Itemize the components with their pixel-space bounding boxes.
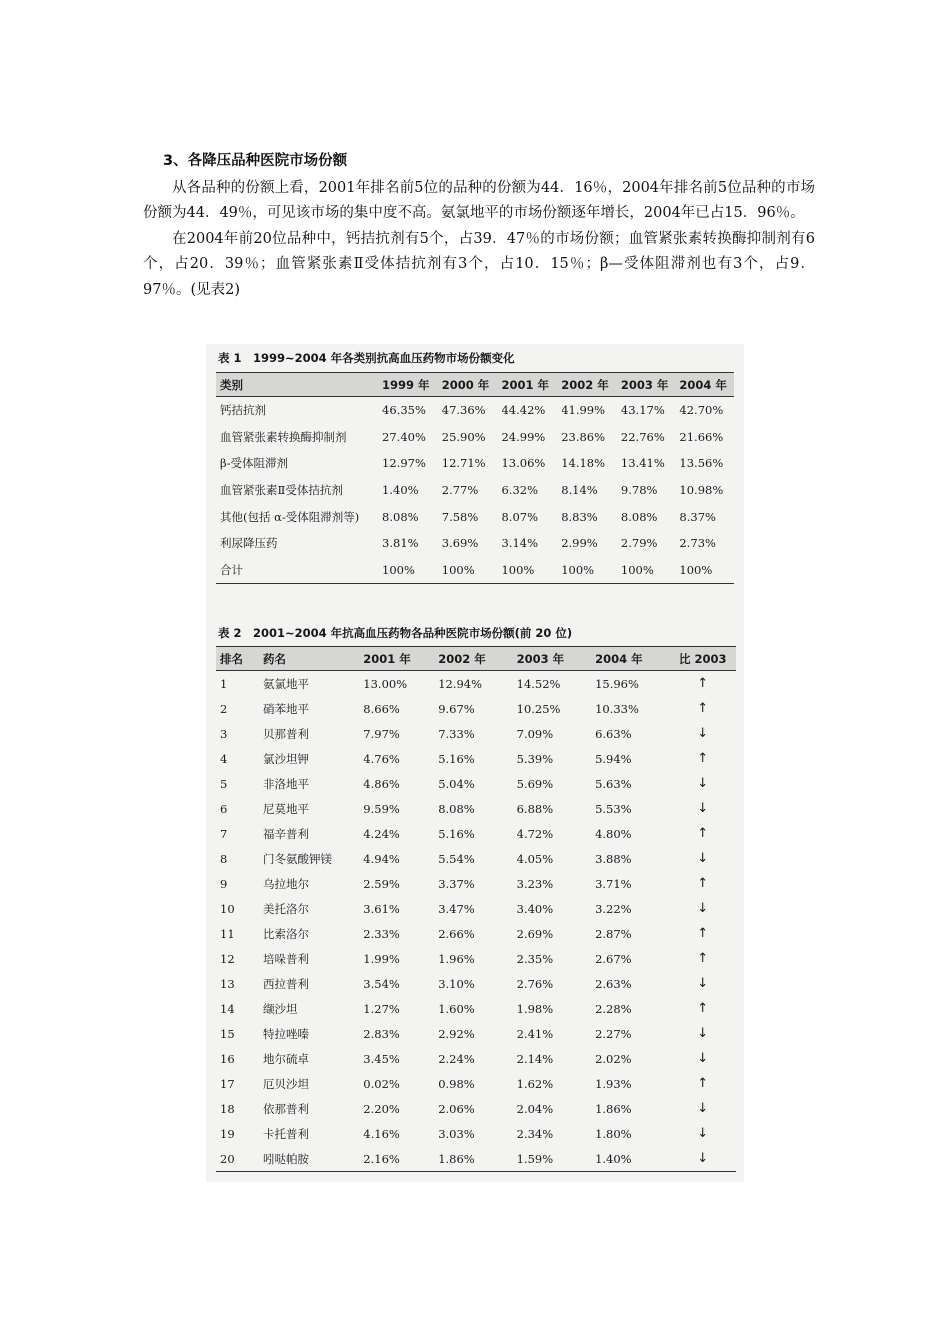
table-row: [216, 946, 736, 971]
table-cell: 2.67%: [595, 951, 632, 966]
table-row: [216, 971, 736, 996]
table-cell: 2.59%: [363, 876, 400, 891]
table-row: [216, 1046, 736, 1071]
table-cell: 9.67%: [438, 701, 475, 716]
table-cell: 7.09%: [516, 726, 554, 741]
table1-category-share: [216, 372, 734, 584]
table-cell: 12.94%: [438, 676, 483, 691]
table-cell: 2.87%: [595, 926, 632, 941]
table-cell: 西拉普利: [263, 976, 309, 991]
table-cell: 8.83%: [561, 509, 598, 524]
trend-arrow-icon: ↑: [697, 926, 709, 941]
scanned-tables-image: [206, 344, 744, 1182]
table-cell: 46.35%: [382, 403, 426, 418]
table-cell: 5.39%: [516, 751, 554, 766]
table-cell: 12.71%: [441, 456, 486, 471]
table-row: [216, 871, 736, 896]
table-row: [216, 846, 736, 871]
trend-arrow-icon: ↓: [697, 776, 709, 791]
table-cell: 4.24%: [363, 826, 400, 841]
table-row: [216, 503, 734, 530]
trend-arrow-icon: ↓: [697, 901, 709, 916]
table-cell: 2.63%: [595, 976, 632, 991]
table-row: [216, 771, 736, 796]
table-cell: 2.04%: [516, 1101, 554, 1116]
table-cell: 6: [220, 801, 228, 816]
table-cell: 2.28%: [595, 1001, 632, 1016]
table2-header-cell: 2002 年: [434, 647, 512, 671]
table-cell: 特拉唑嗪: [263, 1026, 309, 1041]
trend-arrow-icon: ↓: [697, 976, 709, 991]
table-cell: 25.90%: [441, 429, 486, 444]
table-cell: 12: [220, 951, 235, 966]
table-cell: 8.66%: [363, 701, 400, 716]
table-cell: 47.36%: [441, 403, 486, 418]
table-cell: 23.86%: [561, 429, 606, 444]
table-cell: 1: [220, 676, 228, 691]
table-cell: 18: [220, 1101, 235, 1116]
table2-header-cell: 排名: [216, 647, 259, 671]
table1-header-cell: 2001 年: [497, 373, 557, 397]
table-cell: 3.54%: [363, 976, 400, 991]
table-cell: 2.16%: [359, 1146, 434, 1172]
table-cell: 卡托普利: [263, 1126, 309, 1141]
trend-arrow-icon: ↓: [697, 1126, 709, 1141]
table-cell: 8.08%: [382, 509, 419, 524]
table-cell: 100%: [675, 557, 734, 584]
table-cell: 比索洛尔: [263, 926, 309, 941]
table-cell: 3.03%: [438, 1126, 475, 1141]
table-cell: 4.94%: [363, 851, 400, 866]
table-cell: 3.23%: [516, 876, 554, 891]
table-cell: 硝苯地平: [263, 701, 309, 716]
table-cell: 利尿降压药: [220, 536, 278, 551]
table-cell: 3.10%: [438, 976, 475, 991]
table-cell: 3.22%: [595, 901, 632, 916]
table-cell: 3.45%: [363, 1051, 400, 1066]
table-cell: 2.73%: [679, 536, 716, 551]
table-cell: 其他(包括 α-受体阻滞剂等): [220, 509, 360, 524]
table-cell: 4.80%: [595, 826, 632, 841]
table-cell: 13.56%: [679, 456, 724, 471]
table-cell: 门冬氨酸钾镁: [263, 851, 332, 866]
table-cell: 氨氯地平: [263, 676, 309, 691]
table-cell: 1.40%: [591, 1146, 669, 1172]
table-cell: 8.14%: [561, 483, 598, 498]
table-cell: 3.47%: [438, 901, 475, 916]
table-row: [216, 397, 734, 424]
trend-arrow-icon: ↑: [697, 876, 709, 891]
table-cell: 100%: [497, 557, 557, 584]
table-cell: 14.18%: [561, 456, 606, 471]
table-cell: 2.34%: [516, 1126, 554, 1141]
table-cell: 24.99%: [501, 429, 546, 444]
table-cell: 血管紧张素转换酶抑制剂: [220, 429, 347, 444]
table-cell: 尼莫地平: [263, 801, 309, 816]
table-row: [216, 896, 736, 921]
table-cell: 8.08%: [620, 509, 658, 524]
table-cell: 8.08%: [438, 801, 475, 816]
table-cell: 0.98%: [438, 1076, 475, 1091]
table-cell: 1.62%: [516, 1076, 554, 1091]
table-cell: 10.98%: [679, 483, 724, 498]
table-row: [216, 1146, 736, 1172]
table-cell: 5.16%: [438, 826, 475, 841]
table-cell: 10.25%: [516, 701, 561, 716]
table-cell: 3.61%: [363, 901, 400, 916]
table-cell: 氯沙坦钾: [263, 751, 309, 766]
table-row: [216, 530, 734, 557]
table-cell: 7.33%: [438, 726, 475, 741]
table-cell: 2.99%: [561, 536, 598, 551]
trend-arrow-icon: ↓: [697, 1051, 709, 1066]
table-cell: 非洛地平: [263, 776, 309, 791]
table-row: [216, 557, 734, 584]
table2-drug-share: [216, 646, 736, 1172]
table-cell: 4.05%: [516, 851, 554, 866]
table2-header-cell: 2004 年: [591, 647, 669, 671]
table-cell: 2.83%: [363, 1026, 400, 1041]
table-cell: 1.59%: [513, 1146, 591, 1172]
table-cell: 3: [220, 726, 228, 741]
table-cell: 16: [220, 1051, 235, 1066]
table-cell: 5.54%: [438, 851, 475, 866]
trend-arrow-icon: ↓: [697, 726, 709, 741]
table-row: [216, 696, 736, 721]
table-cell: 0.02%: [363, 1076, 400, 1091]
table-cell: 14.52%: [516, 676, 561, 691]
table-cell: 1.93%: [595, 1076, 632, 1091]
table-cell: 2.69%: [516, 926, 554, 941]
table-cell: 10: [220, 901, 235, 916]
table1-header-cell: 类别: [216, 373, 378, 397]
table1-header-cell: 2003 年: [617, 373, 676, 397]
table-cell: 2: [220, 701, 228, 716]
table-cell: 4.16%: [363, 1126, 400, 1141]
table-cell: 5.69%: [516, 776, 554, 791]
table-cell: 依那普利: [263, 1101, 309, 1116]
trend-arrow-icon: ↑: [697, 676, 709, 691]
table-cell: 2.76%: [516, 976, 554, 991]
trend-arrow-icon: ↑: [697, 751, 709, 766]
table-cell: 6.32%: [501, 483, 539, 498]
table1-caption: 表 1 1999~2004 年各类别抗高血压药物市场份额变化: [218, 351, 515, 365]
table-cell: 1.96%: [438, 951, 475, 966]
table-row: [216, 821, 736, 846]
table-cell: 4.72%: [516, 826, 554, 841]
table-row: [216, 921, 736, 946]
table-row: [216, 477, 734, 504]
table-cell: 13.41%: [620, 456, 665, 471]
table-cell: 福辛普利: [263, 826, 309, 841]
table-cell: 43.17%: [620, 403, 665, 418]
table-cell: 3.88%: [595, 851, 632, 866]
table-cell: β-受体阻滞剂: [220, 456, 289, 471]
table-cell: 钙拮抗剂: [220, 403, 266, 418]
table-cell: 4: [220, 751, 228, 766]
table-cell: 7.58%: [441, 509, 479, 524]
table-cell: 13.06%: [501, 456, 546, 471]
table-row: [216, 1071, 736, 1096]
table-cell: 12.97%: [382, 456, 426, 471]
paragraph-1: 从各品种的份额上看，2001年排名前5位的品种的份额为44．16％，2004年排名前5位品种的市场份额为44．49％，可见该市场的集中度不高。氨氯地平的市场份额逐年增长，2004年已占15．96％。: [143, 180, 815, 222]
trend-arrow-icon: ↑: [697, 1001, 709, 1016]
table-row: [216, 1021, 736, 1046]
trend-arrow-icon: ↓: [697, 801, 709, 816]
table-cell: 8: [220, 851, 228, 866]
table-cell: 5.53%: [595, 801, 632, 816]
table-cell: 14: [220, 1001, 235, 1016]
table-cell: 2.92%: [438, 1026, 475, 1041]
table-row: [216, 796, 736, 821]
table-cell: 吲哒帕胺: [259, 1146, 359, 1172]
trend-arrow-icon: ↓: [697, 1101, 709, 1116]
table-cell: 15.96%: [595, 676, 639, 691]
table-cell: 8.07%: [501, 509, 539, 524]
table-cell: 2.14%: [516, 1051, 554, 1066]
table-cell: 2.35%: [516, 951, 554, 966]
table2-caption: 表 2 2001~2004 年抗高血压药物各品种医院市场份额(前 20 位): [218, 626, 573, 640]
table-cell: 9: [220, 876, 228, 891]
trend-arrow-icon: ↓: [670, 1146, 737, 1172]
table-row: [216, 1096, 736, 1121]
table-cell: 5.94%: [595, 751, 632, 766]
table-cell: 17: [220, 1076, 235, 1091]
table-cell: 2.20%: [363, 1101, 400, 1116]
table1-header-cell: 1999 年: [378, 373, 438, 397]
table-cell: 合计: [216, 557, 378, 584]
table-cell: 4.76%: [363, 751, 400, 766]
table-row: [216, 450, 734, 477]
table-cell: 20: [216, 1146, 259, 1172]
table-cell: 1.86%: [595, 1101, 632, 1116]
table-cell: 2.06%: [438, 1101, 475, 1116]
table-cell: 1.86%: [434, 1146, 512, 1172]
table-cell: 100%: [617, 557, 676, 584]
table-cell: 6.63%: [595, 726, 632, 741]
table-cell: 1.80%: [595, 1126, 632, 1141]
table-row: [216, 424, 734, 451]
table-cell: 5.16%: [438, 751, 475, 766]
table-cell: 13: [220, 976, 235, 991]
table-cell: 2.77%: [441, 483, 479, 498]
table-cell: 3.40%: [516, 901, 554, 916]
table-cell: 22.76%: [620, 429, 665, 444]
table-cell: 乌拉地尔: [263, 876, 309, 891]
table-cell: 100%: [438, 557, 498, 584]
table-cell: 9.78%: [620, 483, 658, 498]
table-cell: 3.37%: [438, 876, 475, 891]
table-cell: 13.00%: [363, 676, 408, 691]
table-cell: 3.81%: [382, 536, 419, 551]
table-cell: 1.99%: [363, 951, 400, 966]
table1-header-cell: 2002 年: [557, 373, 617, 397]
table-cell: 7: [220, 826, 228, 841]
table-cell: 缬沙坦: [263, 1001, 298, 1016]
table-cell: 27.40%: [382, 429, 426, 444]
table-cell: 100%: [378, 557, 438, 584]
table-cell: 4.86%: [363, 776, 400, 791]
table-cell: 1.27%: [363, 1001, 400, 1016]
table-cell: 3.71%: [595, 876, 632, 891]
table-cell: 41.99%: [561, 403, 606, 418]
table-cell: 培哚普利: [263, 951, 309, 966]
table-cell: 2.33%: [363, 926, 400, 941]
trend-arrow-icon: ↑: [697, 1076, 709, 1091]
table-cell: 1.40%: [382, 483, 419, 498]
table-cell: 44.42%: [501, 403, 546, 418]
table-cell: 3.69%: [441, 536, 479, 551]
trend-arrow-icon: ↓: [697, 1026, 709, 1041]
table1-header-cell: 2000 年: [438, 373, 498, 397]
table-cell: 9.59%: [363, 801, 400, 816]
table-cell: 美托洛尔: [263, 901, 309, 916]
table-row: [216, 746, 736, 771]
paragraph-2: 在2004年前20位品种中，钙拮抗剂有5个，占39．47％的市场份额；血管紧张素转换酶抑制剂有6个，占20．39％；血管紧张素Ⅱ受体拮抗剂有3个，占10．15％；β—受体阻滞剂也有3个，占9．97％。(见表2): [143, 230, 815, 298]
table-cell: 5.04%: [438, 776, 475, 791]
table-cell: 21.66%: [679, 429, 724, 444]
table-cell: 42.70%: [679, 403, 724, 418]
table-cell: 血管紧张素Ⅱ受体拮抗剂: [220, 483, 343, 498]
table2-header-cell: 比 2003: [670, 647, 737, 671]
table-cell: 厄贝沙坦: [263, 1076, 309, 1091]
trend-arrow-icon: ↑: [697, 826, 709, 841]
table2-header-cell: 2001 年: [359, 647, 434, 671]
table-cell: 贝那普利: [263, 726, 309, 741]
table-row: [216, 1121, 736, 1146]
table-cell: 2.24%: [438, 1051, 475, 1066]
table-cell: 11: [220, 926, 235, 941]
table-cell: 8.37%: [679, 509, 716, 524]
table-cell: 1.60%: [438, 1001, 475, 1016]
trend-arrow-icon: ↑: [697, 951, 709, 966]
trend-arrow-icon: ↓: [697, 851, 709, 866]
table-row: [216, 671, 736, 697]
table-cell: 5: [220, 776, 228, 791]
table-cell: 地尔硫卓: [263, 1051, 309, 1066]
table-cell: 5.63%: [595, 776, 632, 791]
table-cell: 2.02%: [595, 1051, 632, 1066]
trend-arrow-icon: ↑: [697, 701, 709, 716]
table-cell: 10.33%: [595, 701, 639, 716]
table-cell: 100%: [557, 557, 617, 584]
table-cell: 3.14%: [501, 536, 539, 551]
table-cell: 7.97%: [363, 726, 400, 741]
table1-header-cell: 2004 年: [675, 373, 734, 397]
table-row: [216, 996, 736, 1021]
table-row: [216, 721, 736, 746]
section-heading: 3、各降压品种医院市场份额: [163, 153, 348, 169]
table-cell: 19: [220, 1126, 235, 1141]
table-cell: 2.79%: [620, 536, 658, 551]
table-cell: 2.66%: [438, 926, 475, 941]
table2-header-cell: 2003 年: [513, 647, 591, 671]
table-cell: 6.88%: [516, 801, 554, 816]
table-cell: 2.41%: [516, 1026, 554, 1041]
table2-header-cell: 药名: [259, 647, 359, 671]
table-cell: 2.27%: [595, 1026, 632, 1041]
table-cell: 15: [220, 1026, 235, 1041]
table-cell: 1.98%: [516, 1001, 554, 1016]
article-section: [143, 150, 815, 303]
